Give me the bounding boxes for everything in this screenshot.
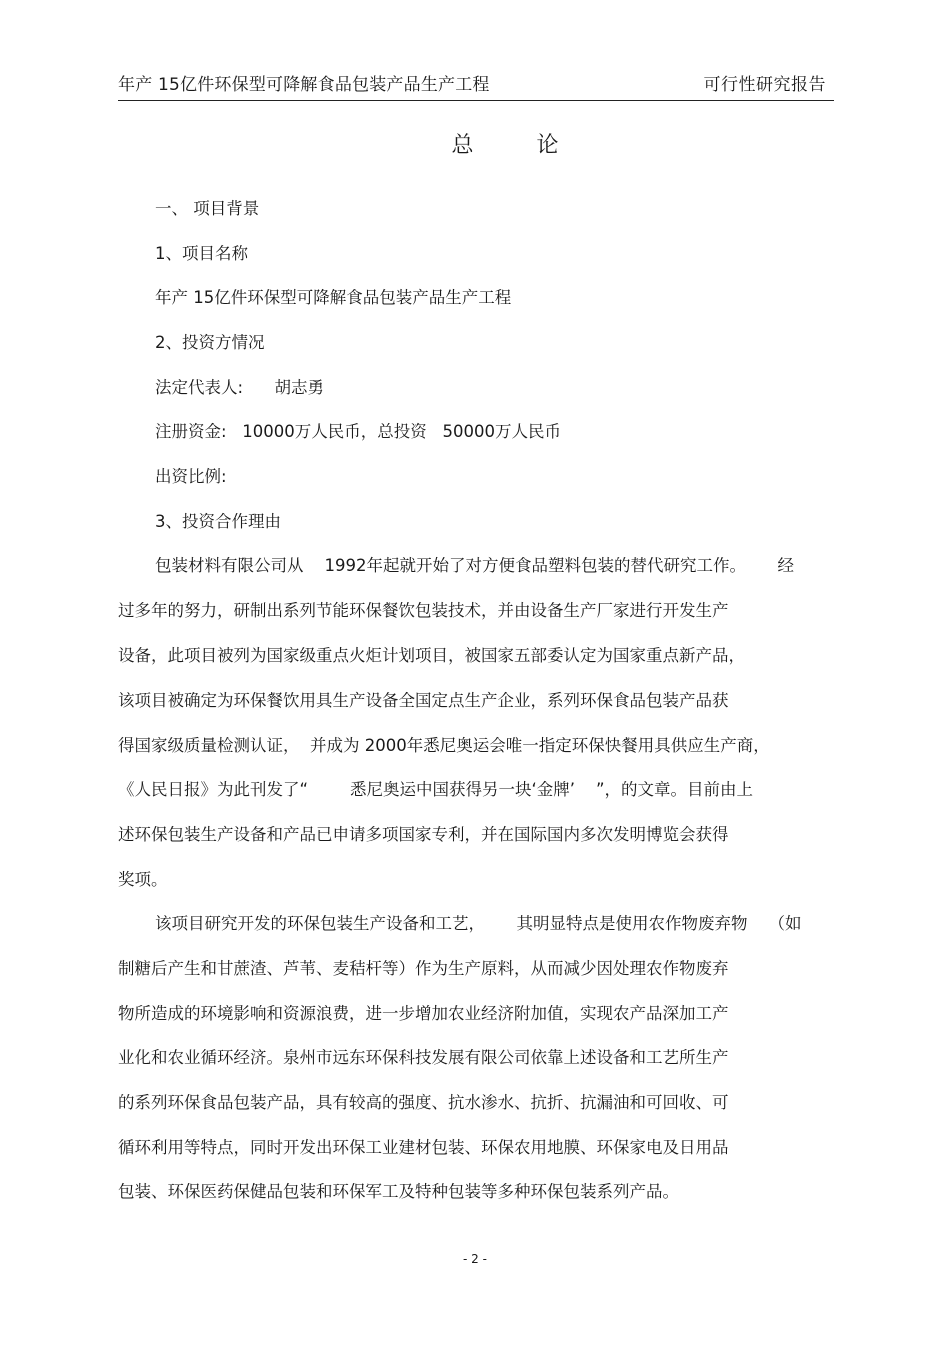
- paragraph-line: 设备，此项目被列为国家级重点火炬计划项目，被国家五部委认定为国家重点新产品，: [118, 646, 745, 665]
- paragraph-line: 循环利用等特点，同时开发出环保工业建材包装、环保农用地膜、环保家电及日用品: [118, 1138, 729, 1157]
- paragraph-line: 该项目被确定为环保餐饮用具生产设备全国定点生产企业，系列环保食品包装产品获: [118, 691, 729, 710]
- registered-capital-text: 注册资金: 10000万人民币，总投资 50000万人民币: [155, 422, 562, 441]
- subsection-heading-investor: 2、投资方情况: [155, 333, 265, 352]
- paragraph-line: 包装材料有限公司从 1992年起就开始了对方便食品塑料包装的替代研究工作。 经: [155, 556, 794, 575]
- legal-representative-text: 法定代表人: 胡志勇: [155, 378, 325, 397]
- paragraph-line: 《人民日报》为此刊发了“ 悉尼奥运中国获得另一块‘金牌’ ”，的文章。目前由上: [118, 780, 754, 799]
- page-title: 总 论: [451, 133, 587, 158]
- subsection-heading-project-name: 1、项目名称: [155, 244, 248, 263]
- paragraph-line: 业化和农业循环经济。泉州市远东环保科技发展有限公司依靠上述设备和工艺所生产: [118, 1048, 729, 1067]
- paragraph-line: 该项目研究开发的环保包装生产设备和工艺， 其明显特点是使用农作物废弃物 （如: [155, 914, 802, 933]
- project-name-text: 年产 15亿件环保型可降解食品包装产品生产工程: [155, 288, 512, 307]
- page-number: - 2 -: [463, 1252, 487, 1266]
- paragraph-line: 得国家级质量检测认证， 并成为 2000年悉尼奥运会唯一指定环保快餐用具供应生产商，: [118, 736, 770, 755]
- paragraph-line: 奖项。: [118, 870, 168, 889]
- header-document-title: 年产 15亿件环保型可降解食品包装产品生产工程: [118, 75, 490, 95]
- paragraph-line: 物所造成的环境影响和资源浪费，进一步增加农业经济附加值，实现农产品深加工产: [118, 1004, 729, 1023]
- section-heading-background: 一、 项目背景: [155, 199, 260, 218]
- paragraph-line: 制糖后产生和甘蔗渣、芦苇、麦秸杆等）作为生产原料，从而减少因处理农作物废弃: [118, 959, 729, 978]
- page-header: [118, 68, 834, 101]
- paragraph-line: 述环保包装生产设备和产品已申请多项国家专利，并在国际国内多次发明博览会获得: [118, 825, 729, 844]
- paragraph-line: 的系列环保食品包装产品，具有较高的强度、抗水渗水、抗折、抗漏油和可回收、可: [118, 1093, 729, 1112]
- paragraph-line: 包装、环保医药保健品包装和环保军工及特种包装等多种环保包装系列产品。: [118, 1182, 679, 1201]
- paragraph-line: 过多年的努力，研制出系列节能环保餐饮包装技术，并由设备生产厂家进行开发生产: [118, 601, 729, 620]
- investment-ratio-text: 出资比例:: [155, 467, 227, 486]
- subsection-heading-reason: 3、投资合作理由: [155, 512, 281, 531]
- header-report-type: 可行性研究报告: [703, 75, 826, 95]
